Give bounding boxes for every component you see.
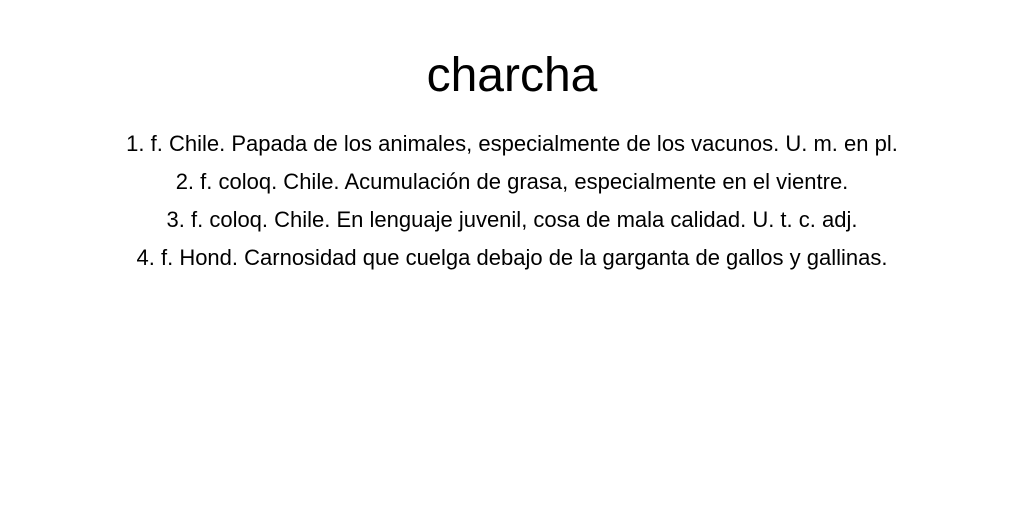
definition-1: 1. f. Chile. Papada de los animales, especialmente de los vacunos. U. m. en pl. xyxy=(126,131,898,156)
headword-title: charcha xyxy=(426,49,598,102)
definition-4: 4. f. Hond. Carnosidad que cuelga debajo de la garganta de gallos y gallinas. xyxy=(136,245,888,270)
definition-2: 2. f. coloq. Chile. Acumulación de grasa, especialmente en el vientre. xyxy=(175,169,849,194)
definition-3: 3. f. coloq. Chile. En lenguaje juvenil, cosa de mala calidad. U. t. c. adj. xyxy=(166,207,858,232)
definition-list xyxy=(0,125,1024,277)
